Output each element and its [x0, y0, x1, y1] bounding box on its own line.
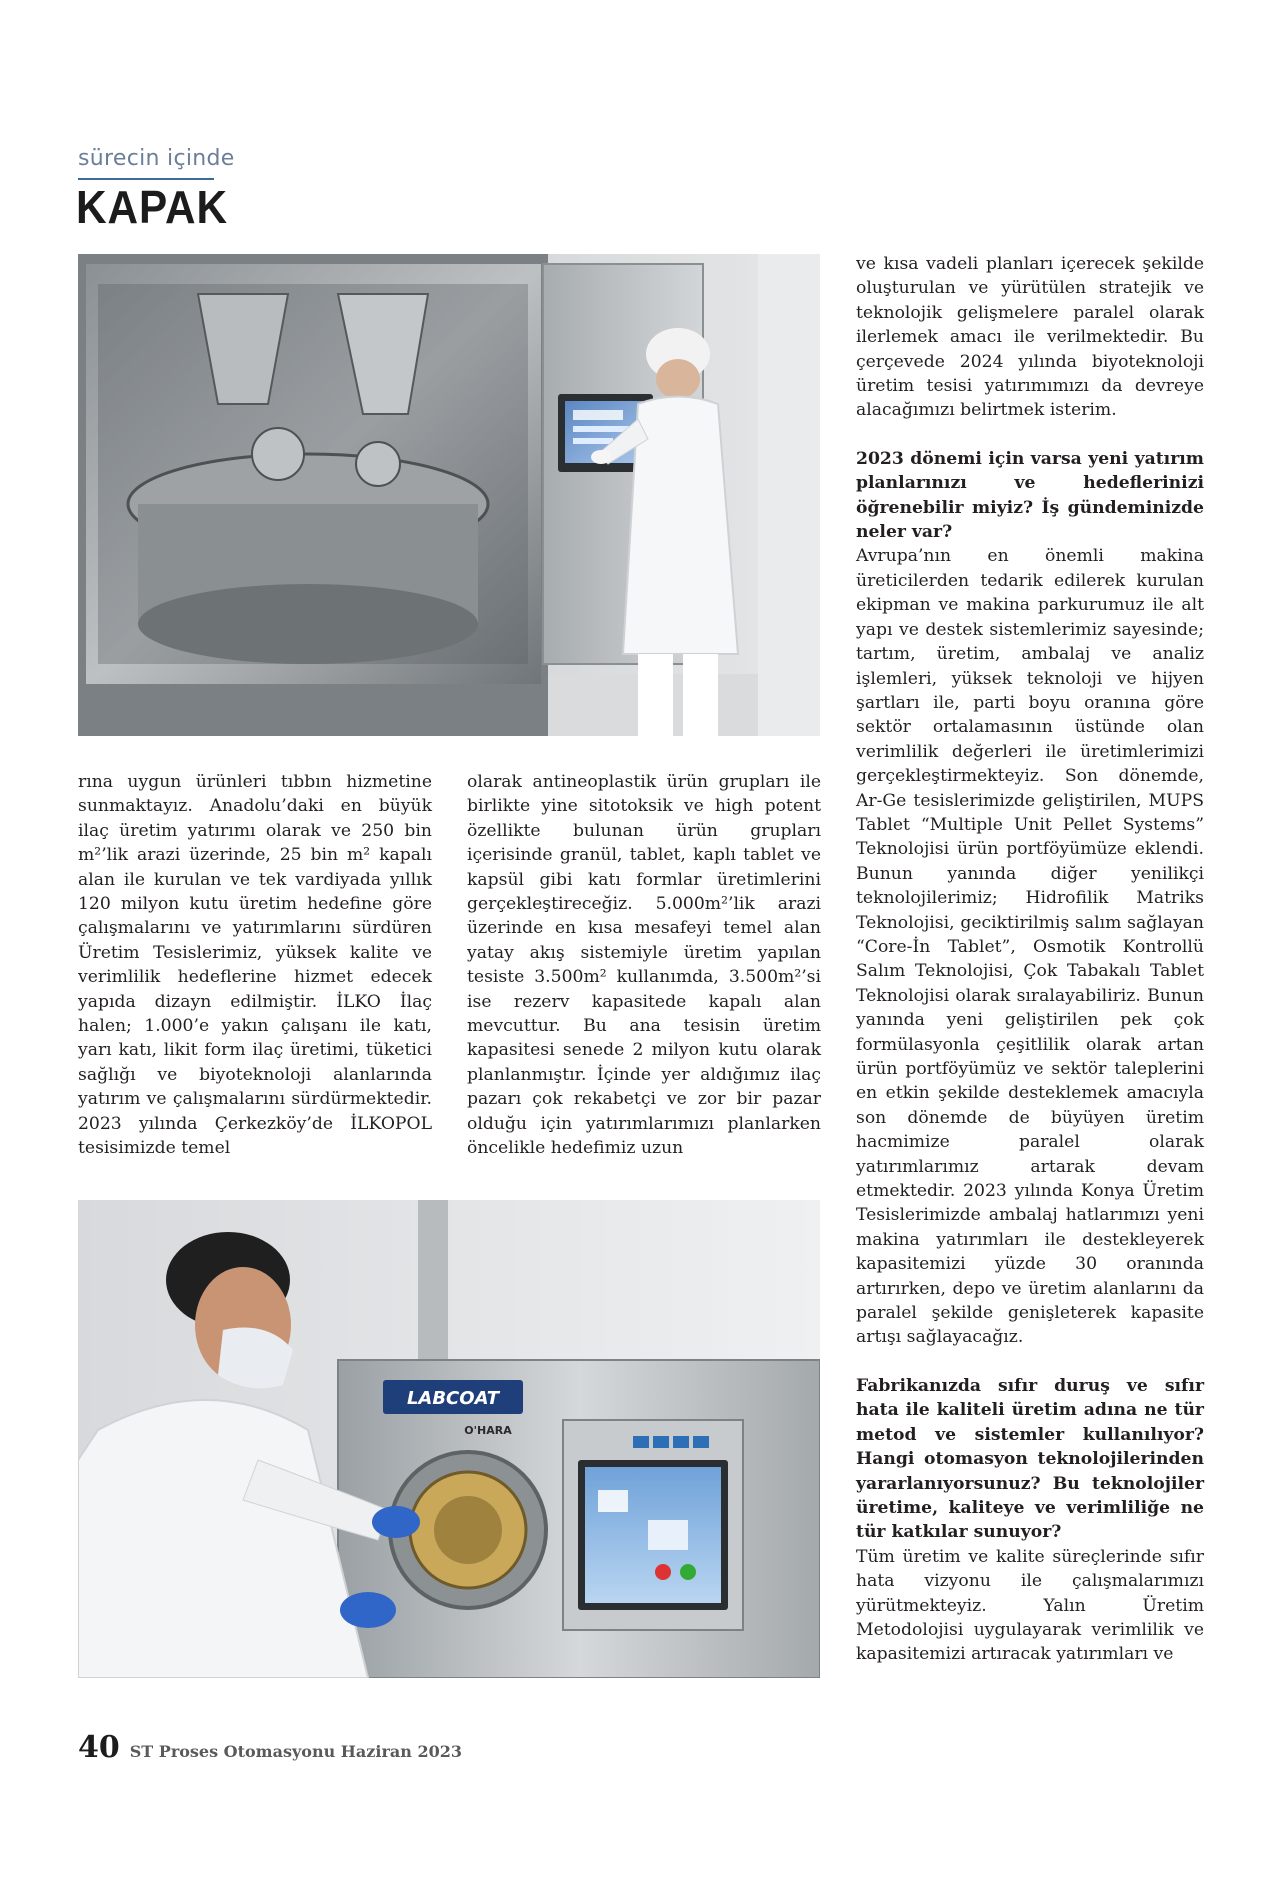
photo-capsule-filling-machine: [78, 254, 820, 736]
magazine-issue: ST Proses Otomasyonu Haziran 2023: [129, 1742, 462, 1761]
interview-question: Fabrikanızda sıfır duruş ve sıfır hata ile kaliteli üretim adına ne tür metod ve sistemler kullanılıyor? Hangi otomasyon teknolojilerinden yararlanıyorsunuz? Bu teknolojiler üretime, kaliteye ve verimliliğe ne tür katkılar sunuyor?: [856, 1375, 1204, 1543]
interview-answer: Tüm üretim ve kalite süreçlerinde sıfır hata vizyonu ile çalışmalarımızı yürütmekteyiz. Yalın Üretim Metodolojisi uygulayarak verimlilik ve kapasitemizi artıracak yatırımları ve: [856, 1546, 1204, 1665]
article-column-right: [856, 252, 1204, 1667]
machine-brand-label: LABCOAT: [406, 1388, 500, 1409]
section-kicker: sürecin içinde: [78, 146, 235, 171]
interview-answer: Avrupa’nın en önemli makina üreticilerden tedarik edilerek kurulan ekipman ve makina parkurumuz ile alt yapı ve destek sistemlerimiz sayesinde; tartım, üretim, ambalaj ve analiz işlemleri, yüksek teknoloji ve hijyen şartları ile, parti boyu oranına göre sektör ortalamasının üstünde olan verimlilik değerleri ile üretimlerimizi gerçekleştirmekteyiz. Son dönemde, Ar-Ge tesislerimizde geliştirilen, MUPS Tablet “Multiple Unit Pellet Systems” Teknolojisi ürün portföyümüze eklendi. Bunun yanında diğer yenilikçi teknolojilerimiz; Hidrofilik Matriks Teknolojisi, geciktirilmiş salım sağlayan “Core-İn Tablet”, Osmotik Kontrollü Salım Teknolojisi, Çok Tabakalı Tablet Teknolojisi olarak sıralayabiliriz. Bunun yanında yeni geliştirilen pek çok formülasyonla çeşitlilik olarak artan ürün portföyümüz ve sektör taleplerini en etkin şekilde desteklemek amacıyla son dönemde de büyüyen üretim hacmimize paralel olarak yatırımlarımız artarak devam etmektedir. 2023 yılında Konya Üretim Tesislerimizde ambalaj hatlarımızı yeni makina yatırımları ile destekleyerek kapasitemizi yüzde 30 oranında artırırken, depo ve üretim alanlarını da paralel şekilde genişleterek kapasite artışı sağlayacağız.: [856, 546, 1204, 1348]
photo-coating-machine-technician: [78, 1200, 820, 1678]
machine-maker-label: O'HARA: [464, 1424, 512, 1437]
paragraph: olarak antineoplastik ürün grupları ile birlikte yine sitotoksik ve high potent özellikte bulunan ürün grupları içerisinde granül, tablet, kaplı tablet ve kapsül gibi katı formlar üretimlerini gerçekleştireceğiz. 5.000m²’lik arazi üzerinde en kısa mesafeyi temel alan yatay akış sistemiyle üretim yapılan tesiste 3.500m² kullanımda, 3.500m²’si ise rezerv kapasitede kapalı alan mevcuttur. Bu ana tesisin üretim kapasitesi senede 2 milyon kutu olarak planlanmıştır. İçinde yer aldığımız ilaç pazarı çok rekabetçi ve zor bir pazar olduğu için yatırımlarımızı planlarken öncelikle hedefimiz uzun: [467, 772, 821, 1159]
article-column-left: [78, 770, 432, 1161]
page-number: 40: [78, 1730, 120, 1765]
page-footer: [78, 1730, 462, 1765]
section-title: KAPAK: [76, 181, 228, 233]
interview-question: 2023 dönemi için varsa yeni yatırım planlarınızı ve hedeflerinizi öğrenebilir miyiz? İş gündeminizde neler var?: [856, 448, 1204, 543]
article-column-middle: [467, 770, 821, 1161]
paragraph: rına uygun ürünleri tıbbın hizmetine sunmaktayız. Anadolu’daki en büyük ilaç üretim yatırımı olarak ve 250 bin m²’lik arazi üzerinde, 25 bin m² kapalı alan ile kurulan ve tek vardiyada yıllık 120 milyon kutu üretim hedefine göre çalışmalarını ve yatırımlarını sürdüren Üretim Tesislerimiz, yüksek kalite ve verimlilik hedeflerine hizmet edecek yapıda dizayn edilmiştir. İLKO İlaç halen; 1.000’e yakın çalışanı ile katı, yarı katı, likit form ilaç üretimi, tüketici sağlığı ve biyoteknoloji alanlarında yatırım ve çalışmalarını sürdürmektedir. 2023 yılında Çerkezköy’de İLKOPOL tesisimizde temel: [78, 772, 432, 1159]
paragraph: ve kısa vadeli planları içerecek şekilde oluşturulan ve yürütülen stratejik ve teknolojik gelişmelere paralel olarak ilerlemek amacı ile verilmektedir. Bu çerçevede 2024 yılında biyoteknoloji üretim tesisi yatırımımızı da devreye alacağımızı belirtmek isterim.: [856, 254, 1204, 421]
